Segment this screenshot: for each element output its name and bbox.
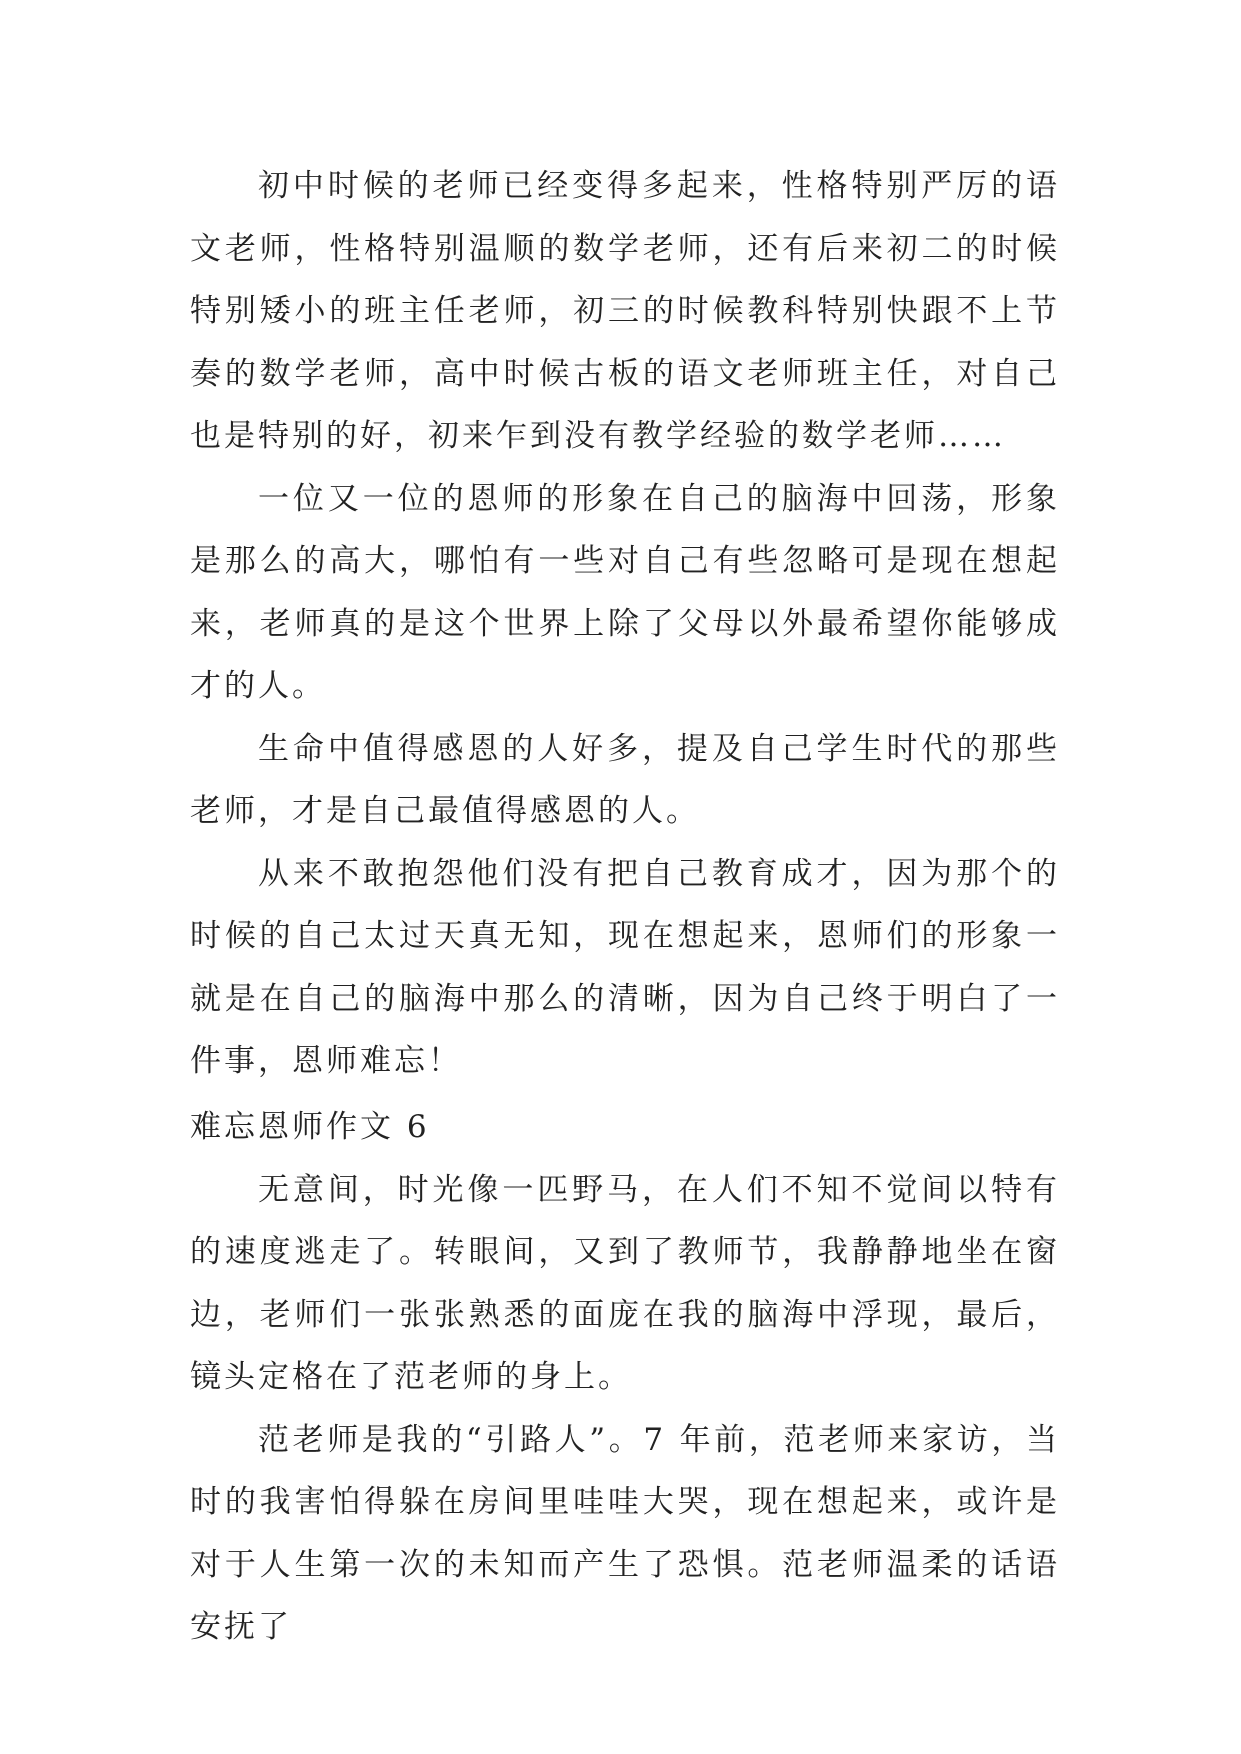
paragraph: 范老师是我的“引路人”。7 年前，范老师来家访，当时的我害怕得躲在房间里哇哇大哭，现在想起来，或许是对于人生第一次的未知而产生了恐惧。范老师温柔的话语安抚了 [190, 1421, 1060, 1645]
section-heading: 难忘恩师作文 6 [190, 1109, 430, 1145]
body-text-lower [190, 1096, 1060, 1659]
paragraph: 无意间，时光像一匹野马，在人们不知不觉间以特有的速度逃走了。转眼间，又到了教师节，我静静地坐在窗边，老师们一张张熟悉的面庞在我的脑海中浮现，最后，镜头定格在了范老师的身上。 [190, 1171, 1060, 1395]
paragraph: 从来不敢抱怨他们没有把自己教育成才，因为那个的时候的自己太过天真无知，现在想起来，恩师们的形象一就是在自己的脑海中那么的清晰，因为自己终于明白了一件事，恩师难忘！ [190, 855, 1060, 1079]
paragraph: 一位又一位的恩师的形象在自己的脑海中回荡，形象是那么的高大，哪怕有一些对自己有些忽略可是现在想起来，老师真的是这个世界上除了父母以外最希望你能够成才的人。 [190, 480, 1060, 704]
body-text-upper [190, 155, 1060, 1093]
paragraph: 初中时候的老师已经变得多起来，性格特别严厉的语文老师，性格特别温顺的数学老师，还有后来初二的时候特别矮小的班主任老师，初三的时候教科特别快跟不上节奏的数学老师，高中时候古板的语文老师班主任，对自己也是特别的好，初来乍到没有教学经验的数学老师…… [190, 168, 1060, 454]
paragraph: 生命中值得感恩的人好多，提及自己学生时代的那些老师，才是自己最值得感恩的人。 [190, 730, 1060, 829]
